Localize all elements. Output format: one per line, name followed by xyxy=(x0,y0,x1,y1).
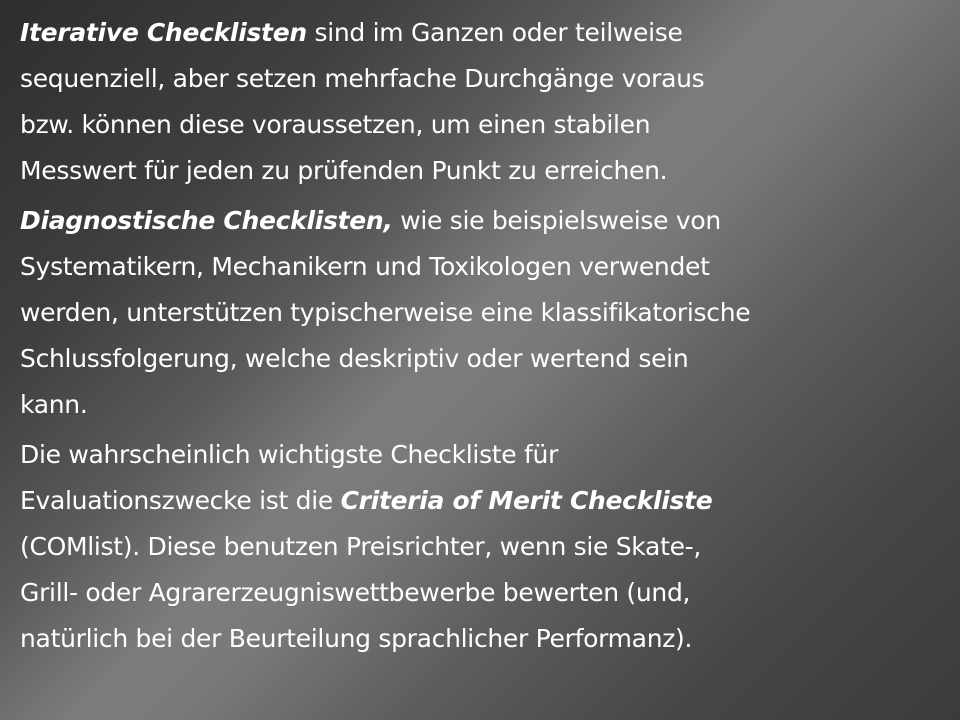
text-run: Evaluationszwecke ist die xyxy=(20,486,341,515)
text-run: Systematikern, Mechanikern und Toxikologen verwendet xyxy=(20,252,710,281)
text-line xyxy=(20,290,940,336)
text-line xyxy=(20,432,940,478)
text-line xyxy=(20,10,940,56)
text-run: (COMlist). Diese benutzen Preisrichter, wenn sie Skate-, xyxy=(20,532,702,561)
text-line xyxy=(20,148,940,194)
emphasis-term: Iterative Checklisten xyxy=(20,18,307,47)
text-run: natürlich bei der Beurteilung sprachlicher Performanz). xyxy=(20,624,693,653)
text-line xyxy=(20,244,940,290)
text-line xyxy=(20,336,940,382)
text-line xyxy=(20,616,940,662)
text-run: bzw. können diese voraussetzen, um einen stabilen xyxy=(20,110,651,139)
text-line xyxy=(20,56,940,102)
text-line xyxy=(20,524,940,570)
text-run: sind im Ganzen oder teilweise xyxy=(306,18,683,47)
emphasis-term: Diagnostische Checklisten, xyxy=(20,206,393,235)
emphasis-term: Criteria of Merit Checkliste xyxy=(340,486,713,515)
text-line xyxy=(20,570,940,616)
text-line xyxy=(20,478,940,524)
text-run: sequenziell, aber setzen mehrfache Durchgänge voraus xyxy=(20,64,705,93)
text-run: kann. xyxy=(20,390,88,419)
text-run: wie sie beispielsweise von xyxy=(392,206,721,235)
text-run: Die wahrscheinlich wichtigste Checkliste für xyxy=(20,440,559,469)
paragraph-iterative-checklists xyxy=(20,10,940,194)
text-run: Schlussfolgerung, welche deskriptiv oder wertend sein xyxy=(20,344,689,373)
text-run: Messwert für jeden zu prüfenden Punkt zu erreichen. xyxy=(20,156,668,185)
text-run: werden, unterstützen typischerweise eine klassifikatorische xyxy=(20,298,751,327)
text-run: Grill- oder Agrarerzeugniswettbewerbe bewerten (und, xyxy=(20,578,691,607)
paragraph-diagnostic-checklists xyxy=(20,198,940,428)
paragraph-comlist xyxy=(20,432,940,662)
text-line xyxy=(20,198,940,244)
slide-body xyxy=(20,10,940,664)
text-line xyxy=(20,102,940,148)
text-line xyxy=(20,382,940,428)
